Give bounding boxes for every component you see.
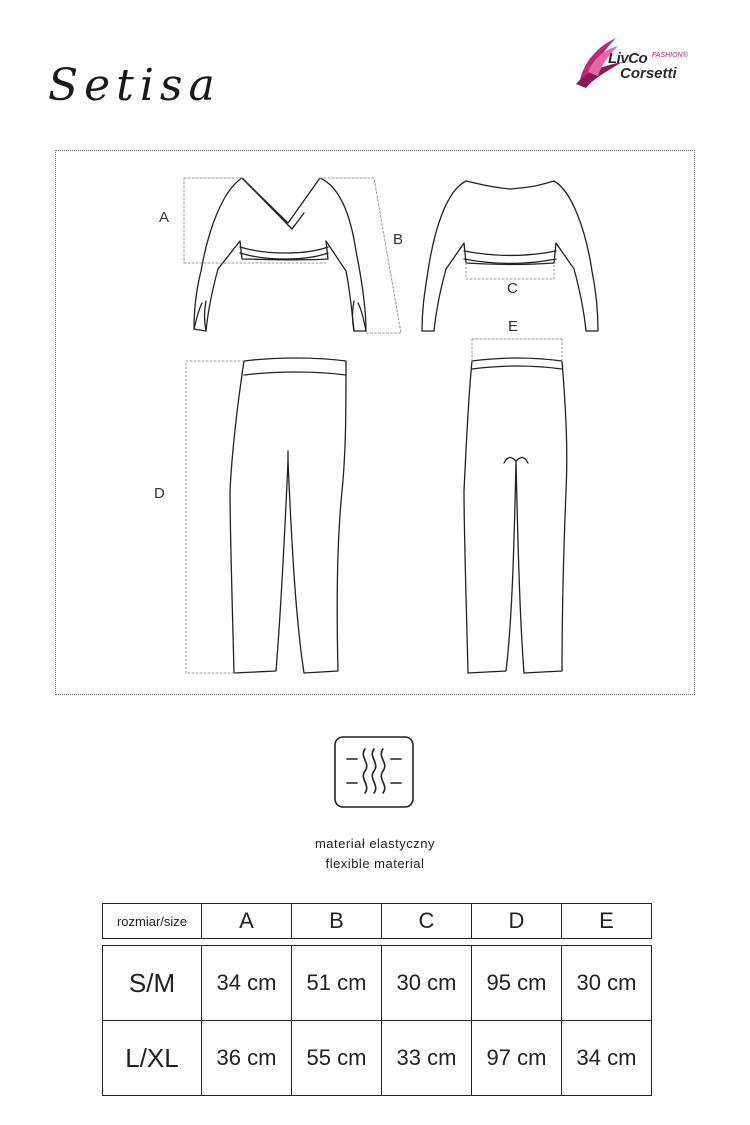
- table-cell: 51 cm: [292, 946, 382, 1021]
- stretch-material-icon: [333, 735, 415, 809]
- brand-name-bottom: Corsetti: [620, 65, 677, 82]
- column-header: A: [202, 904, 292, 939]
- brand-fashion-tag: FASHION®: [652, 52, 688, 59]
- table-cell: 36 cm: [202, 1021, 292, 1096]
- table-cell: 97 cm: [472, 1021, 562, 1096]
- dimension-label-b: B: [393, 231, 404, 248]
- column-header: B: [292, 904, 382, 939]
- table-cell: 33 cm: [382, 1021, 472, 1096]
- table-row: [103, 1021, 652, 1096]
- table-row: [103, 946, 652, 1021]
- care-label-en: flexible material: [325, 856, 425, 871]
- dimension-label-d: D: [154, 485, 165, 502]
- dimension-label-a: A: [159, 209, 170, 226]
- table-cell: 30 cm: [562, 946, 652, 1021]
- column-header: C: [382, 904, 472, 939]
- brand-logo: [572, 32, 712, 92]
- size-table: [102, 903, 652, 1096]
- product-title: Setisa: [48, 60, 221, 111]
- column-header: E: [562, 904, 652, 939]
- trousers-front-sketch: [230, 358, 346, 673]
- garment-diagram: [55, 150, 695, 695]
- table-cell: 30 cm: [382, 946, 472, 1021]
- table-cell: 95 cm: [472, 946, 562, 1021]
- brand-name-top: LivCo: [608, 50, 648, 67]
- dimension-label-c: C: [507, 280, 518, 297]
- dimension-label-e: E: [508, 318, 519, 335]
- size-header-corner: rozmiar/size: [103, 904, 202, 939]
- garment-sketch: [56, 151, 696, 696]
- table-cell: 34 cm: [562, 1021, 652, 1096]
- trousers-back-sketch: [464, 358, 567, 673]
- table-cell: 55 cm: [292, 1021, 382, 1096]
- size-table-header: [103, 904, 652, 939]
- top-front-sketch: [194, 178, 366, 331]
- care-label-pl: materiał elastyczny: [314, 836, 436, 851]
- table-cell: 34 cm: [202, 946, 292, 1021]
- column-header: D: [472, 904, 562, 939]
- top-back-sketch: [422, 181, 598, 331]
- size-label: S/M: [103, 946, 202, 1021]
- size-label: L/XL: [103, 1021, 202, 1096]
